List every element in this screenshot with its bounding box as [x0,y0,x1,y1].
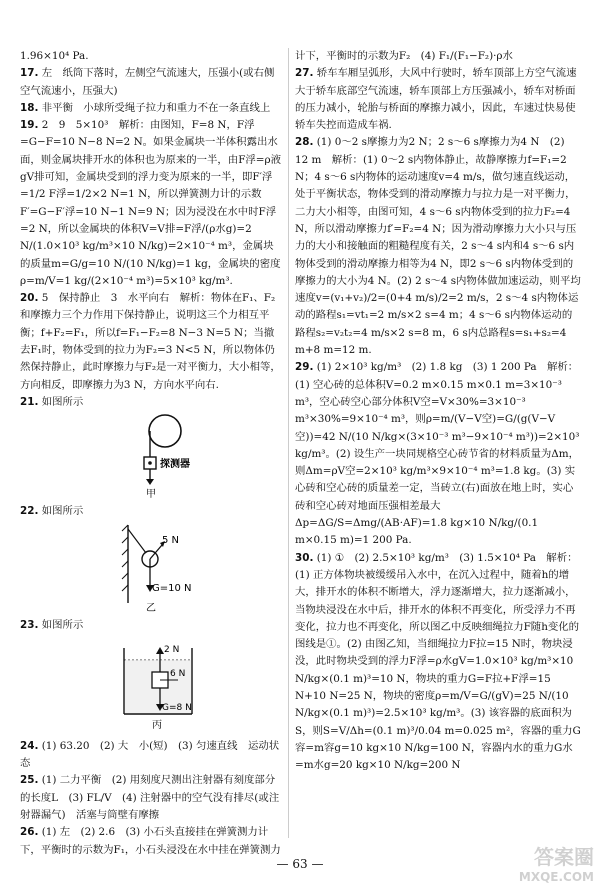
left-column [20,48,282,859]
question-number: 28. [295,136,314,149]
question-number: 27. [295,67,314,80]
answer-text: 轿车车厢呈弧形，大风中行驶时，轿车顶部上方空气流速大于轿车底部空气流速，轿车顶部上方压强减小，轿车对桥面的压力减小，轮胎与桥面的摩擦力减小，因此，车速过快易使轿车失控而造成车祸. [295,67,577,132]
answer-24 [20,738,282,773]
buoyancy-label: 2 N [164,644,180,655]
answer-22 [20,503,282,520]
gravity-label: G=8 N [162,702,192,713]
answer-text: 非平衡 小球所受绳子拉力和重力不在一条直线上 [41,101,271,114]
beaker-diagram [20,636,282,736]
figure-caption: 丙 [152,719,162,731]
answer-18 [20,100,282,117]
question-number: 24. [20,739,39,752]
question-number: 26. [20,826,39,839]
answer-30 [295,550,581,775]
answer-text: (1) ① (2) 2.5×10³ kg/m³ (3) 1.5×10⁴ Pa 解析：(1) 正方体物块被缓缓吊入水中，在沉入过程中，随着h的增大，排开水的体积不断增大，浮力逐渐增大，拉力逐渐减小，当物块浸没在水中后，排开水的体积不再变化，所受浮力不再变化，拉力也不再变化，所以图乙中反映细绳拉力F随h变化的图线是①。(2) 由图乙知，当细绳拉力F拉=15 N时，物块浸没，此时物块受到的浮力F浮=ρ水gV=1.0×10³ kg/m³×10 N/kg×(0.1 m)³=10 N，物块的重力G=F拉+F浮=15 N+10 N=25 N，物块的密度ρ=m/V=G/(gV)=25 N/(10 N/kg×(0.1 m)³)=2.5×10³ kg/m³。(3) 该容器的底面积为S，则S=V/Δh=(0.1 m)³/0.04 m=0.025 m²，容器的重力G容=m容g=10 kg×10 N/kg=100 N，容器内水的重力G水=m水g=20 kg×10 N/kg=200 N [295,551,581,772]
figure-caption: 甲 [146,489,156,501]
answer-20 [20,290,282,394]
gravity-label: G=10 N [152,582,192,594]
answer-text: 5 保持静止 3 水平向右 解析：物体在F₁、F₂和摩擦力三个力作用下保持静止，说明这三个力相互平衡；f+F₂=F₁，所以f=F₁−F₂=8 N−3 N=5 N；当撤去F₁时，物体受到的拉力为F₂=3 N<5 N，所以物体仍然保持静止，此时摩擦力与F₂是一对平衡力，大小相等，方向相反，即摩擦力为3 N，方向水平向右. [20,292,281,391]
watermark-line1: 答案圈 [534,845,594,869]
answer-23 [20,617,282,634]
question-number: 17. [20,67,39,80]
answer-text: (1) 左 (2) 2.6 (3) 小石头直接挂在弹簧测力计下，平衡时的示数为F₁，小石头浸没在水中挂在弹簧测力 [20,826,281,856]
watermark-logo [519,847,594,887]
column-divider [288,48,289,838]
answer-text: 计下，平衡时的示数为F₂ (4) F₁/(F₁−F₂)·ρ水 [295,50,513,62]
question-number: 20. [20,292,39,305]
answer-29 [295,359,581,549]
answer-25 [20,772,282,824]
answer-cont [295,48,581,65]
right-column [295,48,581,774]
answer-text: 如图所示 [41,618,84,631]
answer-27 [295,65,581,134]
incline-ball-diagram [20,523,282,615]
answer-text: 如图所示 [41,395,84,408]
question-number: 18. [20,101,39,114]
answer-17 [20,65,282,100]
answer-text: 2 9 5×10³ 解析：由图知，F=8 N，F浮=G−F=10 N−8 N=2 N。如果金属块一半体积露出水面，则金属块排开水的体积也为原来的一半，由F浮=ρ液gV排可知，金属块受到的浮力变为原来的一半，即F′浮=1/2 F浮=1/2×2 N=1 N，所以弹簧测力计的示数F′=G−F′浮=10 N−1 N=9 N；因为浸没在水中时F浮=2 N，所以金属块的体积V=V排=F浮/(ρ水g)=2 N/(1.0×10³ kg/m³×10 N/kg)=2×10⁻⁴ m³，金属块的质量m=G/g=10 N/(10 N/kg)=1 kg，金属块的密度ρ=m/V=1 kg/(2×10⁻⁴ m³)=5×10³ kg/m³. [20,119,282,287]
answer-21 [20,394,282,411]
pulley-diagram [20,413,282,501]
answer-text: (1) 0～2 s摩擦力为2 N；2 s～6 s摩擦力为4 N (2) 12 m 解析：(1) 0～2 s内物体静止，故静摩擦力f=F₁=2 N；4 s～6 s内物体的运动速度v=4 m/s，做匀速直线运动，处于平衡状态，物体受到的滑动摩擦力与拉力是一对平衡力，二力大小相等，由图可知，4 s～6 s内物体受到的拉力F₂=4 N，所以滑动摩擦力f′=F₂=4 N；因为滑动摩擦力大小只与压力的大小和接触面的粗糙程度有关，2 s～4 s内和4 s～6 s内物体受到的滑动摩擦力相等为4 N，即2 s～6 s内物体受到的摩擦力的大小为4 N。(2) 2 s～4 s内物体做加速运动，则平均速度v=(v₁+v₂)/2=(0+4 m/s)/2=2 m/s，2 s～4 s内物体运动的路程s₁=vt₁=2 m/s×2 s=4 m；4 s～6 s内物体运动的路程s₂=v₂t₂=4 m/s×2 s=8 m，6 s内总路程s=s₁+s₂=4 m+8 m=12 m. [295,136,581,357]
answer-text: 1.96×10⁴ Pa. [20,50,89,62]
question-number: 25. [20,774,39,787]
figure-23 [20,636,282,736]
answer-text: 左 纸筒下落时，左侧空气流速大，压强小(或右侧空气流速小，压强大) [20,67,275,97]
answer-text: (1) 63.20 (2) 大 小(短) (3) 匀速直线 运动状态 [20,739,280,770]
answer-text: (1) 二力平衡 (2) 用刻度尺测出注射器有刻度部分的长度L (3) FL/V (4) 注射器中的空气没有排尽(或注射器漏气) 活塞与筒壁有摩擦 [20,774,280,822]
answer-text: (1) 2×10³ kg/m³ (2) 1.8 kg (3) 1 200 Pa 解析：(1) 空心砖的总体积V=0.2 m×0.15 m×0.1 m=3×10⁻³ m³，空心砖空心部分体积V空=V×30%=3×10⁻³ m³×30%=9×10⁻⁴ m³，则ρ=m/(V−V空)=G/(g(V−V空))=42 N/(10 N/kg×(3×10⁻³ m³−9×10⁻⁴ m³))=2×10³ kg/m³。(2) 设生产一块同规格空心砖节省的材料质量为Δm，则Δm=ρV空=2×10³ kg/m³×9×10⁻⁴ m³=1.8 kg。(3) 实心砖和空心砖的质量差一定，当砖立(右)面放在地上时，实心砖和空心砖对地面压强相差最大Δp=ΔG/S=Δmg/(AB·AF)=1.8 kg×10 N/kg/(0.1 m×0.15 m)=1 200 Pa. [295,361,580,547]
answer-19 [20,117,282,290]
question-number: 29. [295,361,314,374]
answer-26 [20,824,282,859]
answer-cont [20,48,282,65]
figure-caption: 乙 [146,602,156,614]
answer-text: 如图所示 [41,505,84,518]
answer-28 [295,134,581,359]
watermark-line2: MXQE.COM [518,870,594,884]
question-number: 21. [20,395,39,408]
tension-label: 5 N [162,534,180,546]
question-number: 22. [20,505,39,518]
tension-label: 6 N [170,668,186,679]
figure-22 [20,523,282,615]
detector-label: 探测器 [160,459,190,471]
page-number: — 63 — [276,857,324,871]
question-number: 30. [295,551,314,564]
question-number: 19. [20,119,39,132]
question-number: 23. [20,618,39,631]
figure-21 [20,413,282,501]
